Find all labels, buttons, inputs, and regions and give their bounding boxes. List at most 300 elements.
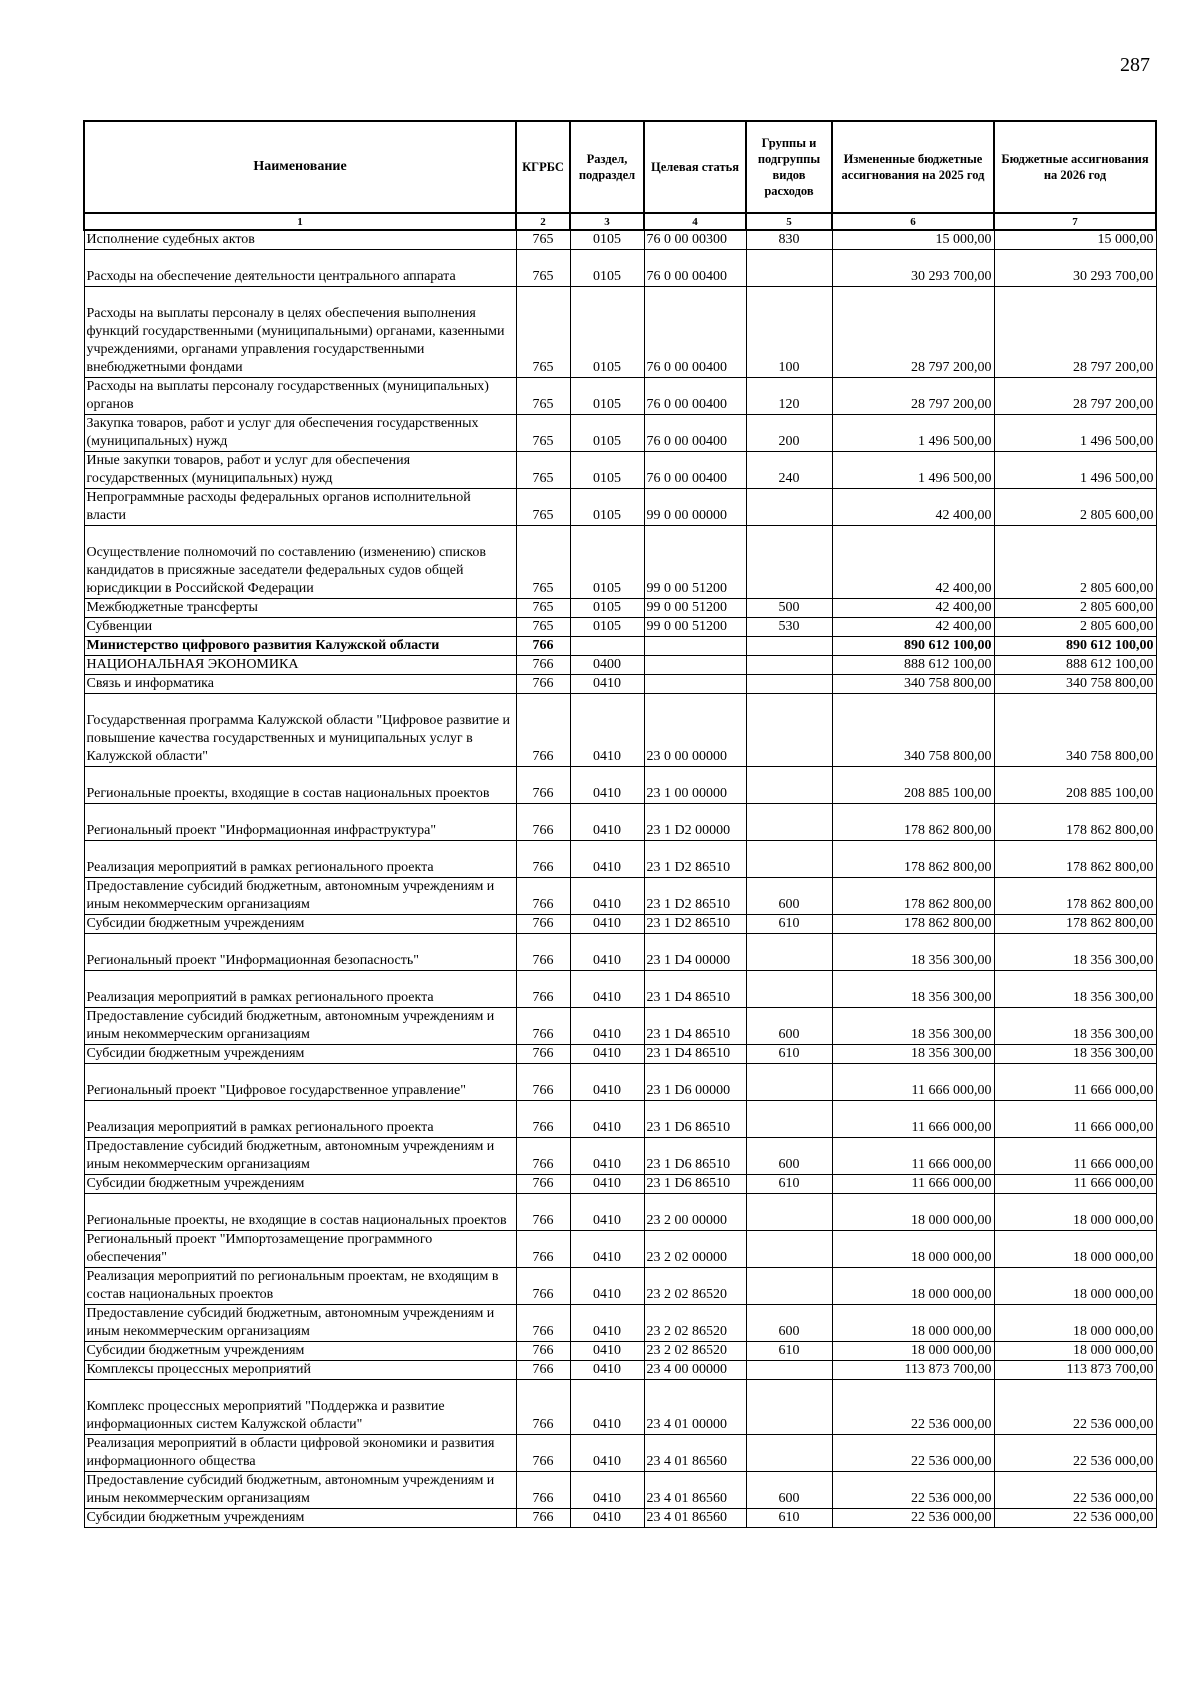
cell-section: 0410 xyxy=(570,1101,644,1138)
cell-amount-2025: 22 536 000,00 xyxy=(832,1509,994,1528)
cell-section: 0105 xyxy=(570,415,644,452)
col-number: 4 xyxy=(644,213,746,230)
cell-kgrbs: 766 xyxy=(516,1305,570,1342)
cell-amount-2025: 18 000 000,00 xyxy=(832,1342,994,1361)
budget-table xyxy=(83,120,1157,1528)
cell-section: 0410 xyxy=(570,675,644,694)
cell-name: Субсидии бюджетным учреждениям xyxy=(84,1509,516,1528)
cell-section: 0410 xyxy=(570,1231,644,1268)
cell-kgrbs: 766 xyxy=(516,1064,570,1101)
cell-type xyxy=(746,489,832,526)
cell-target: 23 2 02 86520 xyxy=(644,1268,746,1305)
cell-target xyxy=(644,675,746,694)
cell-name: Связь и информатика xyxy=(84,675,516,694)
cell-name: Региональные проекты, входящие в состав национальных проектов xyxy=(84,767,516,804)
cell-amount-2025: 18 000 000,00 xyxy=(832,1268,994,1305)
cell-name: Субсидии бюджетным учреждениям xyxy=(84,1175,516,1194)
cell-target: 23 1 D4 86510 xyxy=(644,1045,746,1064)
table-row xyxy=(84,1268,1156,1305)
cell-name: Региональный проект "Информационная инфраструктура" xyxy=(84,804,516,841)
cell-target: 23 1 00 00000 xyxy=(644,767,746,804)
cell-section: 0410 xyxy=(570,1380,644,1435)
cell-section: 0410 xyxy=(570,934,644,971)
cell-type xyxy=(746,694,832,767)
cell-amount-2026: 30 293 700,00 xyxy=(994,250,1156,287)
cell-amount-2026: 178 862 800,00 xyxy=(994,878,1156,915)
cell-kgrbs: 766 xyxy=(516,841,570,878)
cell-kgrbs: 765 xyxy=(516,287,570,378)
cell-kgrbs: 766 xyxy=(516,675,570,694)
cell-section: 0410 xyxy=(570,1472,644,1509)
cell-section: 0410 xyxy=(570,804,644,841)
cell-section xyxy=(570,637,644,656)
cell-section: 0410 xyxy=(570,767,644,804)
cell-type xyxy=(746,1361,832,1380)
cell-section: 0410 xyxy=(570,1305,644,1342)
table-row xyxy=(84,378,1156,415)
cell-type xyxy=(746,637,832,656)
table-row xyxy=(84,415,1156,452)
cell-amount-2025: 208 885 100,00 xyxy=(832,767,994,804)
cell-name: Предоставление субсидий бюджетным, автономным учреждениям и иным некоммерческим организациям xyxy=(84,1138,516,1175)
cell-kgrbs: 766 xyxy=(516,934,570,971)
table-row xyxy=(84,804,1156,841)
cell-amount-2025: 18 356 300,00 xyxy=(832,934,994,971)
cell-amount-2025: 15 000,00 xyxy=(832,230,994,250)
cell-name: Субвенции xyxy=(84,618,516,637)
cell-kgrbs: 766 xyxy=(516,1268,570,1305)
cell-amount-2025: 22 536 000,00 xyxy=(832,1380,994,1435)
cell-amount-2026: 2 805 600,00 xyxy=(994,489,1156,526)
cell-name: Предоставление субсидий бюджетным, автономным учреждениям и иным некоммерческим организациям xyxy=(84,878,516,915)
cell-type xyxy=(746,1194,832,1231)
cell-kgrbs: 766 xyxy=(516,1509,570,1528)
cell-section: 0105 xyxy=(570,618,644,637)
cell-amount-2025: 178 862 800,00 xyxy=(832,915,994,934)
cell-target: 23 1 D2 86510 xyxy=(644,841,746,878)
cell-section: 0410 xyxy=(570,1342,644,1361)
cell-type xyxy=(746,971,832,1008)
cell-section: 0410 xyxy=(570,1138,644,1175)
cell-amount-2026: 11 666 000,00 xyxy=(994,1064,1156,1101)
cell-amount-2026: 18 356 300,00 xyxy=(994,1045,1156,1064)
cell-kgrbs: 766 xyxy=(516,767,570,804)
table-row xyxy=(84,1380,1156,1435)
table-row xyxy=(84,230,1156,250)
cell-section: 0410 xyxy=(570,1435,644,1472)
cell-amount-2026: 208 885 100,00 xyxy=(994,767,1156,804)
cell-section: 0410 xyxy=(570,1175,644,1194)
column-number-row xyxy=(84,213,1156,230)
cell-amount-2025: 178 862 800,00 xyxy=(832,878,994,915)
cell-amount-2025: 1 496 500,00 xyxy=(832,415,994,452)
cell-amount-2026: 18 356 300,00 xyxy=(994,1008,1156,1045)
header-amount-2026: Бюджетные ассигнования на 2026 год xyxy=(994,121,1156,213)
cell-name: Региональный проект "Цифровое государственное управление" xyxy=(84,1064,516,1101)
cell-amount-2026: 1 496 500,00 xyxy=(994,452,1156,489)
cell-type xyxy=(746,934,832,971)
cell-kgrbs: 765 xyxy=(516,452,570,489)
cell-kgrbs: 765 xyxy=(516,230,570,250)
cell-name: Предоставление субсидий бюджетным, автономным учреждениям и иным некоммерческим организациям xyxy=(84,1472,516,1509)
table-row xyxy=(84,694,1156,767)
cell-name: Непрограммные расходы федеральных органов исполнительной власти xyxy=(84,489,516,526)
cell-target: 76 0 00 00300 xyxy=(644,230,746,250)
cell-section: 0105 xyxy=(570,287,644,378)
table-row xyxy=(84,915,1156,934)
cell-name: Региональный проект "Информационная безопасность" xyxy=(84,934,516,971)
table-header xyxy=(84,121,1156,230)
cell-name: Расходы на выплаты персоналу государственных (муниципальных) органов xyxy=(84,378,516,415)
cell-type: 830 xyxy=(746,230,832,250)
cell-kgrbs: 766 xyxy=(516,1194,570,1231)
cell-type: 500 xyxy=(746,599,832,618)
cell-amount-2025: 1 496 500,00 xyxy=(832,452,994,489)
cell-kgrbs: 765 xyxy=(516,415,570,452)
table-row xyxy=(84,1472,1156,1509)
cell-kgrbs: 766 xyxy=(516,1008,570,1045)
cell-section: 0410 xyxy=(570,971,644,1008)
cell-target: 23 1 D2 86510 xyxy=(644,878,746,915)
cell-section: 0410 xyxy=(570,1361,644,1380)
cell-kgrbs: 766 xyxy=(516,1045,570,1064)
cell-section: 0105 xyxy=(570,599,644,618)
cell-type xyxy=(746,841,832,878)
cell-kgrbs: 765 xyxy=(516,526,570,599)
cell-amount-2026: 22 536 000,00 xyxy=(994,1472,1156,1509)
cell-target: 23 2 02 00000 xyxy=(644,1231,746,1268)
cell-name: Региональные проекты, не входящие в состав национальных проектов xyxy=(84,1194,516,1231)
cell-amount-2025: 22 536 000,00 xyxy=(832,1472,994,1509)
table-row xyxy=(84,841,1156,878)
cell-amount-2026: 18 356 300,00 xyxy=(994,934,1156,971)
cell-target: 23 1 D6 86510 xyxy=(644,1138,746,1175)
table-row xyxy=(84,452,1156,489)
cell-amount-2025: 888 612 100,00 xyxy=(832,656,994,675)
cell-section: 0105 xyxy=(570,452,644,489)
cell-kgrbs: 766 xyxy=(516,1101,570,1138)
cell-target: 76 0 00 00400 xyxy=(644,415,746,452)
col-number: 2 xyxy=(516,213,570,230)
cell-type xyxy=(746,1231,832,1268)
cell-target: 23 1 D4 86510 xyxy=(644,1008,746,1045)
cell-target: 23 1 D6 00000 xyxy=(644,1064,746,1101)
cell-amount-2026: 340 758 800,00 xyxy=(994,675,1156,694)
cell-type: 100 xyxy=(746,287,832,378)
cell-amount-2026: 18 000 000,00 xyxy=(994,1231,1156,1268)
cell-type xyxy=(746,675,832,694)
cell-type: 600 xyxy=(746,1305,832,1342)
cell-target: 76 0 00 00400 xyxy=(644,250,746,287)
cell-name: Реализация мероприятий в рамках регионального проекта xyxy=(84,841,516,878)
header-target: Целевая статья xyxy=(644,121,746,213)
table-row xyxy=(84,878,1156,915)
header-section: Раздел, подраздел xyxy=(570,121,644,213)
cell-amount-2026: 113 873 700,00 xyxy=(994,1361,1156,1380)
cell-amount-2025: 890 612 100,00 xyxy=(832,637,994,656)
cell-amount-2026: 888 612 100,00 xyxy=(994,656,1156,675)
cell-amount-2025: 113 873 700,00 xyxy=(832,1361,994,1380)
cell-kgrbs: 766 xyxy=(516,1138,570,1175)
cell-target: 23 2 02 86520 xyxy=(644,1305,746,1342)
cell-kgrbs: 766 xyxy=(516,971,570,1008)
cell-target: 23 4 01 86560 xyxy=(644,1509,746,1528)
cell-amount-2026: 28 797 200,00 xyxy=(994,378,1156,415)
cell-section: 0410 xyxy=(570,1008,644,1045)
table-row xyxy=(84,1342,1156,1361)
cell-type: 610 xyxy=(746,1509,832,1528)
cell-type xyxy=(746,804,832,841)
table-row xyxy=(84,1194,1156,1231)
cell-target: 99 0 00 51200 xyxy=(644,618,746,637)
cell-amount-2025: 11 666 000,00 xyxy=(832,1064,994,1101)
header-amount-2025: Измененные бюджетные ассигнования на 2025 год xyxy=(832,121,994,213)
cell-kgrbs: 766 xyxy=(516,637,570,656)
cell-name: Межбюджетные трансферты xyxy=(84,599,516,618)
cell-kgrbs: 766 xyxy=(516,1435,570,1472)
cell-amount-2025: 42 400,00 xyxy=(832,599,994,618)
cell-target: 76 0 00 00400 xyxy=(644,378,746,415)
cell-amount-2025: 18 000 000,00 xyxy=(832,1231,994,1268)
cell-name: Реализация мероприятий в рамках регионального проекта xyxy=(84,971,516,1008)
cell-type xyxy=(746,1101,832,1138)
cell-type: 610 xyxy=(746,1045,832,1064)
cell-kgrbs: 766 xyxy=(516,656,570,675)
cell-amount-2026: 18 000 000,00 xyxy=(994,1268,1156,1305)
cell-amount-2026: 18 000 000,00 xyxy=(994,1305,1156,1342)
cell-target: 23 4 01 86560 xyxy=(644,1435,746,1472)
cell-name: Комплекс процессных мероприятий "Поддержка и развитие информационных систем Калужской области" xyxy=(84,1380,516,1435)
cell-type xyxy=(746,656,832,675)
cell-target: 99 0 00 00000 xyxy=(644,489,746,526)
cell-amount-2025: 178 862 800,00 xyxy=(832,841,994,878)
table-row xyxy=(84,675,1156,694)
table-row xyxy=(84,1435,1156,1472)
table-row xyxy=(84,637,1156,656)
page-number: 287 xyxy=(1120,54,1150,76)
cell-section: 0410 xyxy=(570,694,644,767)
cell-amount-2026: 2 805 600,00 xyxy=(994,599,1156,618)
table-row xyxy=(84,1138,1156,1175)
cell-amount-2025: 18 000 000,00 xyxy=(832,1305,994,1342)
cell-type: 600 xyxy=(746,878,832,915)
cell-amount-2025: 11 666 000,00 xyxy=(832,1101,994,1138)
cell-section: 0410 xyxy=(570,1194,644,1231)
cell-amount-2026: 15 000,00 xyxy=(994,230,1156,250)
cell-section: 0410 xyxy=(570,1509,644,1528)
cell-type: 600 xyxy=(746,1472,832,1509)
cell-kgrbs: 766 xyxy=(516,694,570,767)
col-number: 6 xyxy=(832,213,994,230)
cell-kgrbs: 766 xyxy=(516,1231,570,1268)
cell-target: 23 1 D2 00000 xyxy=(644,804,746,841)
cell-type: 610 xyxy=(746,1175,832,1194)
cell-type: 240 xyxy=(746,452,832,489)
cell-kgrbs: 766 xyxy=(516,1175,570,1194)
cell-type: 600 xyxy=(746,1138,832,1175)
col-number: 1 xyxy=(84,213,516,230)
cell-name: Субсидии бюджетным учреждениям xyxy=(84,1045,516,1064)
cell-target: 23 4 01 00000 xyxy=(644,1380,746,1435)
cell-amount-2025: 18 356 300,00 xyxy=(832,1045,994,1064)
cell-amount-2025: 22 536 000,00 xyxy=(832,1435,994,1472)
cell-target: 23 4 00 00000 xyxy=(644,1361,746,1380)
cell-target: 23 1 D6 86510 xyxy=(644,1101,746,1138)
cell-amount-2025: 11 666 000,00 xyxy=(832,1175,994,1194)
cell-amount-2026: 22 536 000,00 xyxy=(994,1509,1156,1528)
table-row xyxy=(84,1231,1156,1268)
cell-amount-2026: 340 758 800,00 xyxy=(994,694,1156,767)
cell-name: Реализация мероприятий по региональным проектам, не входящим в состав национальных проектов xyxy=(84,1268,516,1305)
table-row xyxy=(84,1509,1156,1528)
table-row xyxy=(84,971,1156,1008)
cell-section: 0410 xyxy=(570,841,644,878)
cell-kgrbs: 766 xyxy=(516,804,570,841)
cell-amount-2026: 28 797 200,00 xyxy=(994,287,1156,378)
table-row xyxy=(84,934,1156,971)
cell-name: Расходы на выплаты персоналу в целях обеспечения выполнения функций государственными (муниципальными) органами, казенными учреждениями, органами управления государственными внебюджетными фондами xyxy=(84,287,516,378)
cell-type: 610 xyxy=(746,1342,832,1361)
cell-amount-2026: 18 000 000,00 xyxy=(994,1194,1156,1231)
cell-target xyxy=(644,637,746,656)
table-row xyxy=(84,489,1156,526)
table-row xyxy=(84,1101,1156,1138)
table-row xyxy=(84,1008,1156,1045)
cell-name: Реализация мероприятий в рамках регионального проекта xyxy=(84,1101,516,1138)
cell-target: 23 2 00 00000 xyxy=(644,1194,746,1231)
cell-amount-2025: 18 356 300,00 xyxy=(832,971,994,1008)
cell-target: 23 2 02 86520 xyxy=(644,1342,746,1361)
cell-type xyxy=(746,1380,832,1435)
cell-name: Осуществление полномочий по составлению (изменению) списков кандидатов в присяжные заседатели федеральных судов общей юрисдикции в Российской Федерации xyxy=(84,526,516,599)
header-name: Наименование xyxy=(84,121,516,213)
cell-name: Субсидии бюджетным учреждениям xyxy=(84,915,516,934)
table-row xyxy=(84,526,1156,599)
cell-section: 0410 xyxy=(570,878,644,915)
cell-type: 610 xyxy=(746,915,832,934)
cell-section: 0105 xyxy=(570,378,644,415)
cell-name: Субсидии бюджетным учреждениям xyxy=(84,1342,516,1361)
cell-name: Закупка товаров, работ и услуг для обеспечения государственных (муниципальных) нужд xyxy=(84,415,516,452)
cell-section: 0410 xyxy=(570,915,644,934)
table-row xyxy=(84,287,1156,378)
cell-name: НАЦИОНАЛЬНАЯ ЭКОНОМИКА xyxy=(84,656,516,675)
cell-amount-2025: 30 293 700,00 xyxy=(832,250,994,287)
table-row xyxy=(84,767,1156,804)
cell-target: 23 1 D4 00000 xyxy=(644,934,746,971)
cell-type xyxy=(746,1435,832,1472)
cell-target: 23 4 01 86560 xyxy=(644,1472,746,1509)
cell-type: 600 xyxy=(746,1008,832,1045)
cell-type: 200 xyxy=(746,415,832,452)
table-row xyxy=(84,599,1156,618)
cell-amount-2026: 22 536 000,00 xyxy=(994,1435,1156,1472)
cell-amount-2026: 178 862 800,00 xyxy=(994,804,1156,841)
table-row xyxy=(84,1175,1156,1194)
cell-target: 23 1 D4 86510 xyxy=(644,971,746,1008)
cell-section: 0105 xyxy=(570,526,644,599)
table-row xyxy=(84,250,1156,287)
cell-kgrbs: 766 xyxy=(516,1472,570,1509)
cell-name: Предоставление субсидий бюджетным, автономным учреждениям и иным некоммерческим организациям xyxy=(84,1008,516,1045)
cell-type: 530 xyxy=(746,618,832,637)
header-groups: Группы и подгруппы видов расходов xyxy=(746,121,832,213)
cell-amount-2026: 1 496 500,00 xyxy=(994,415,1156,452)
cell-name: Иные закупки товаров, работ и услуг для обеспечения государственных (муниципальных) нужд xyxy=(84,452,516,489)
cell-amount-2025: 28 797 200,00 xyxy=(832,287,994,378)
cell-target xyxy=(644,656,746,675)
cell-type xyxy=(746,767,832,804)
cell-kgrbs: 765 xyxy=(516,250,570,287)
cell-kgrbs: 766 xyxy=(516,878,570,915)
cell-type xyxy=(746,1268,832,1305)
cell-amount-2025: 28 797 200,00 xyxy=(832,378,994,415)
cell-kgrbs: 766 xyxy=(516,1342,570,1361)
cell-name: Министерство цифрового развития Калужской области xyxy=(84,637,516,656)
cell-amount-2026: 11 666 000,00 xyxy=(994,1101,1156,1138)
table-row xyxy=(84,1064,1156,1101)
cell-kgrbs: 766 xyxy=(516,1380,570,1435)
cell-kgrbs: 766 xyxy=(516,915,570,934)
cell-section: 0400 xyxy=(570,656,644,675)
cell-name: Региональный проект "Импортозамещение программного обеспечения" xyxy=(84,1231,516,1268)
header-kgrbs: КГРБС xyxy=(516,121,570,213)
cell-type xyxy=(746,1064,832,1101)
cell-amount-2026: 178 862 800,00 xyxy=(994,841,1156,878)
cell-amount-2026: 11 666 000,00 xyxy=(994,1138,1156,1175)
col-number: 3 xyxy=(570,213,644,230)
cell-amount-2025: 18 000 000,00 xyxy=(832,1194,994,1231)
cell-target: 23 0 00 00000 xyxy=(644,694,746,767)
cell-amount-2026: 2 805 600,00 xyxy=(994,618,1156,637)
cell-amount-2025: 340 758 800,00 xyxy=(832,694,994,767)
cell-target: 76 0 00 00400 xyxy=(644,452,746,489)
cell-amount-2025: 42 400,00 xyxy=(832,526,994,599)
cell-amount-2025: 340 758 800,00 xyxy=(832,675,994,694)
cell-target: 99 0 00 51200 xyxy=(644,526,746,599)
cell-section: 0410 xyxy=(570,1268,644,1305)
cell-kgrbs: 765 xyxy=(516,378,570,415)
cell-section: 0105 xyxy=(570,489,644,526)
table-row xyxy=(84,618,1156,637)
cell-amount-2026: 890 612 100,00 xyxy=(994,637,1156,656)
cell-type xyxy=(746,526,832,599)
cell-section: 0410 xyxy=(570,1064,644,1101)
cell-amount-2025: 42 400,00 xyxy=(832,489,994,526)
cell-target: 99 0 00 51200 xyxy=(644,599,746,618)
col-number: 7 xyxy=(994,213,1156,230)
cell-amount-2025: 11 666 000,00 xyxy=(832,1138,994,1175)
cell-section: 0105 xyxy=(570,250,644,287)
cell-amount-2026: 22 536 000,00 xyxy=(994,1380,1156,1435)
col-number: 5 xyxy=(746,213,832,230)
cell-amount-2026: 18 356 300,00 xyxy=(994,971,1156,1008)
cell-amount-2026: 2 805 600,00 xyxy=(994,526,1156,599)
cell-kgrbs: 765 xyxy=(516,599,570,618)
cell-kgrbs: 765 xyxy=(516,489,570,526)
cell-amount-2025: 18 356 300,00 xyxy=(832,1008,994,1045)
cell-name: Исполнение судебных актов xyxy=(84,230,516,250)
cell-type xyxy=(746,250,832,287)
cell-amount-2026: 18 000 000,00 xyxy=(994,1342,1156,1361)
cell-section: 0105 xyxy=(570,230,644,250)
cell-name: Государственная программа Калужской области "Цифровое развитие и повышение качества государственных и муниципальных услуг в Калужской области" xyxy=(84,694,516,767)
cell-amount-2025: 178 862 800,00 xyxy=(832,804,994,841)
cell-section: 0410 xyxy=(570,1045,644,1064)
table-body xyxy=(84,230,1156,1528)
cell-target: 76 0 00 00400 xyxy=(644,287,746,378)
table-row xyxy=(84,1045,1156,1064)
